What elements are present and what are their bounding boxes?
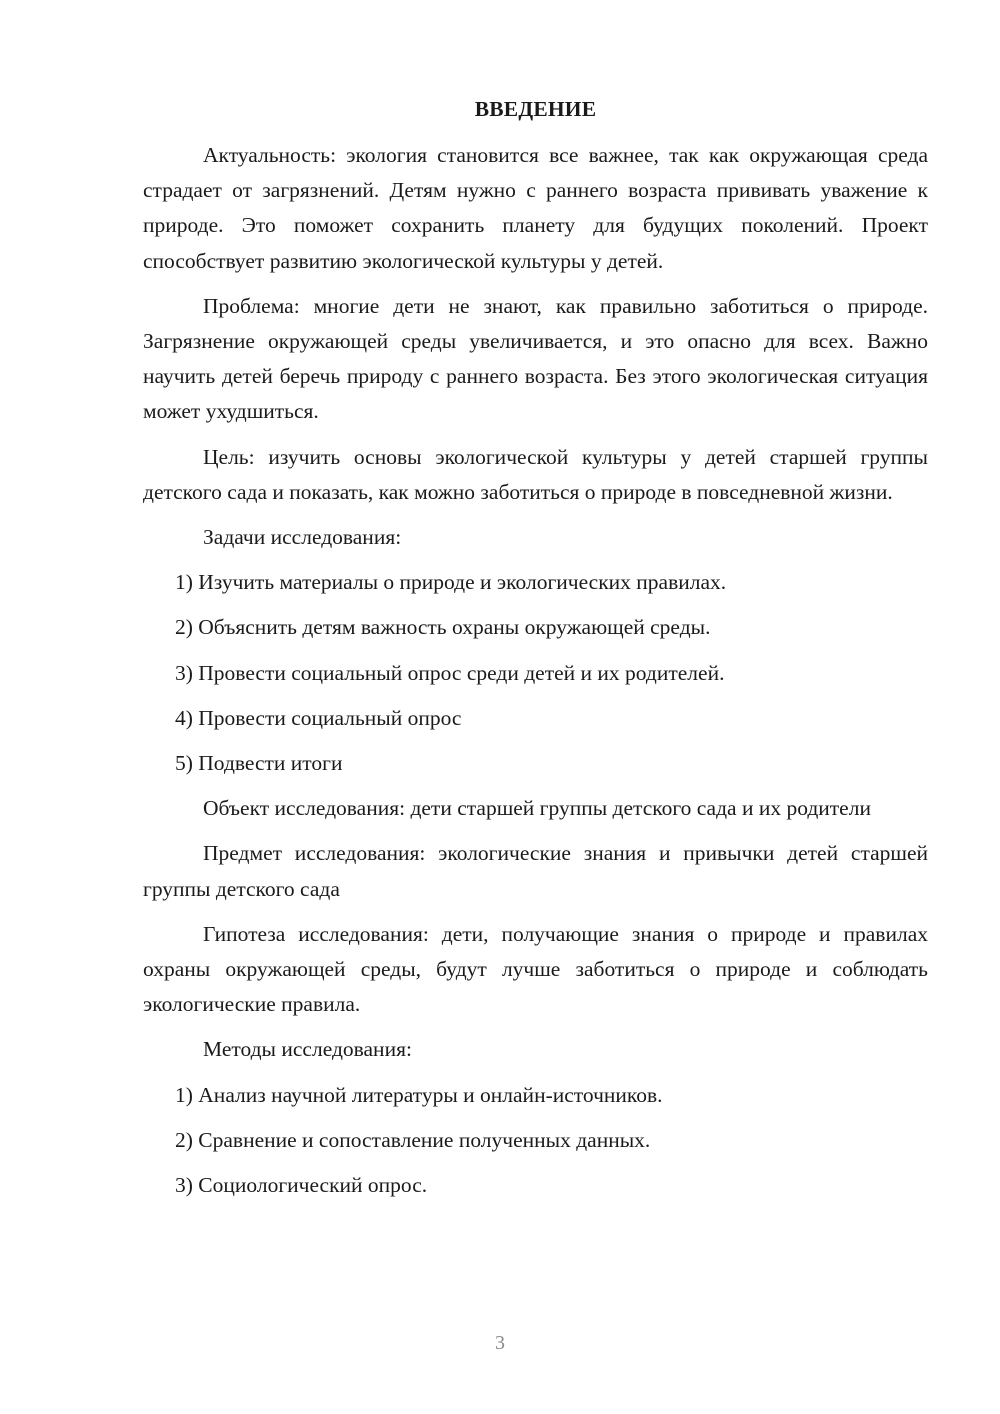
tasks-heading: Задачи исследования: bbox=[203, 525, 402, 550]
task-item-1: 1) Изучить материалы о природе и экологических правилах. bbox=[175, 570, 727, 595]
methods-list bbox=[143, 1078, 928, 1204]
task-item-5: 5) Подвести итоги bbox=[175, 751, 343, 776]
relevance-paragraph: Актуальность: экология становится все важнее, так как окружающая среда страдает от загрязнений. Детям нужно с раннего возраста прививать уважение к природе. Это поможет сохранить планету для будущих поколений. Проект способствует развитию экологической культуры у детей. bbox=[143, 143, 928, 273]
methods-heading: Методы исследования: bbox=[203, 1037, 412, 1062]
goal-paragraph: Цель: изучить основы экологической культуры у детей старшей группы детского сада и показать, как можно заботиться о природе в повседневной жизни. bbox=[143, 444, 928, 504]
task-item-2: 2) Объяснить детям важность охраны окружающей среды. bbox=[175, 615, 711, 640]
subject-paragraph: Предмет исследования: экологические знания и привычки детей старшей группы детского сада bbox=[143, 841, 928, 901]
method-item-1: 1) Анализ научной литературы и онлайн-источников. bbox=[175, 1082, 663, 1107]
document-page bbox=[143, 92, 928, 1213]
method-item-3: 3) Социологический опрос. bbox=[175, 1173, 428, 1198]
object-paragraph: Объект исследования: дети старшей группы детского сада и их родители bbox=[203, 796, 871, 821]
tasks-list bbox=[143, 565, 928, 781]
document-title: ВВЕДЕНИЕ bbox=[474, 97, 597, 121]
method-item-2: 2) Сравнение и сопоставление полученных данных. bbox=[175, 1127, 651, 1152]
problem-paragraph: Проблема: многие дети не знают, как правильно заботиться о природе. Загрязнение окружающей среды увеличивается, и это опасно для всех. Важно научить детей беречь природу с раннего возраста. Без этого экологическая ситуация может ухудшиться. bbox=[143, 293, 928, 424]
hypothesis-paragraph: Гипотеза исследования: дети, получающие знания о природе и правилах охраны окружающей среды, будут лучше заботиться о природе и соблюдать экологические правила. bbox=[143, 921, 928, 1017]
task-item-3: 3) Провести социальный опрос среди детей и их родителей. bbox=[175, 660, 725, 685]
task-item-4: 4) Провести социальный опрос bbox=[175, 705, 462, 730]
page-number: 3 bbox=[495, 1332, 505, 1354]
